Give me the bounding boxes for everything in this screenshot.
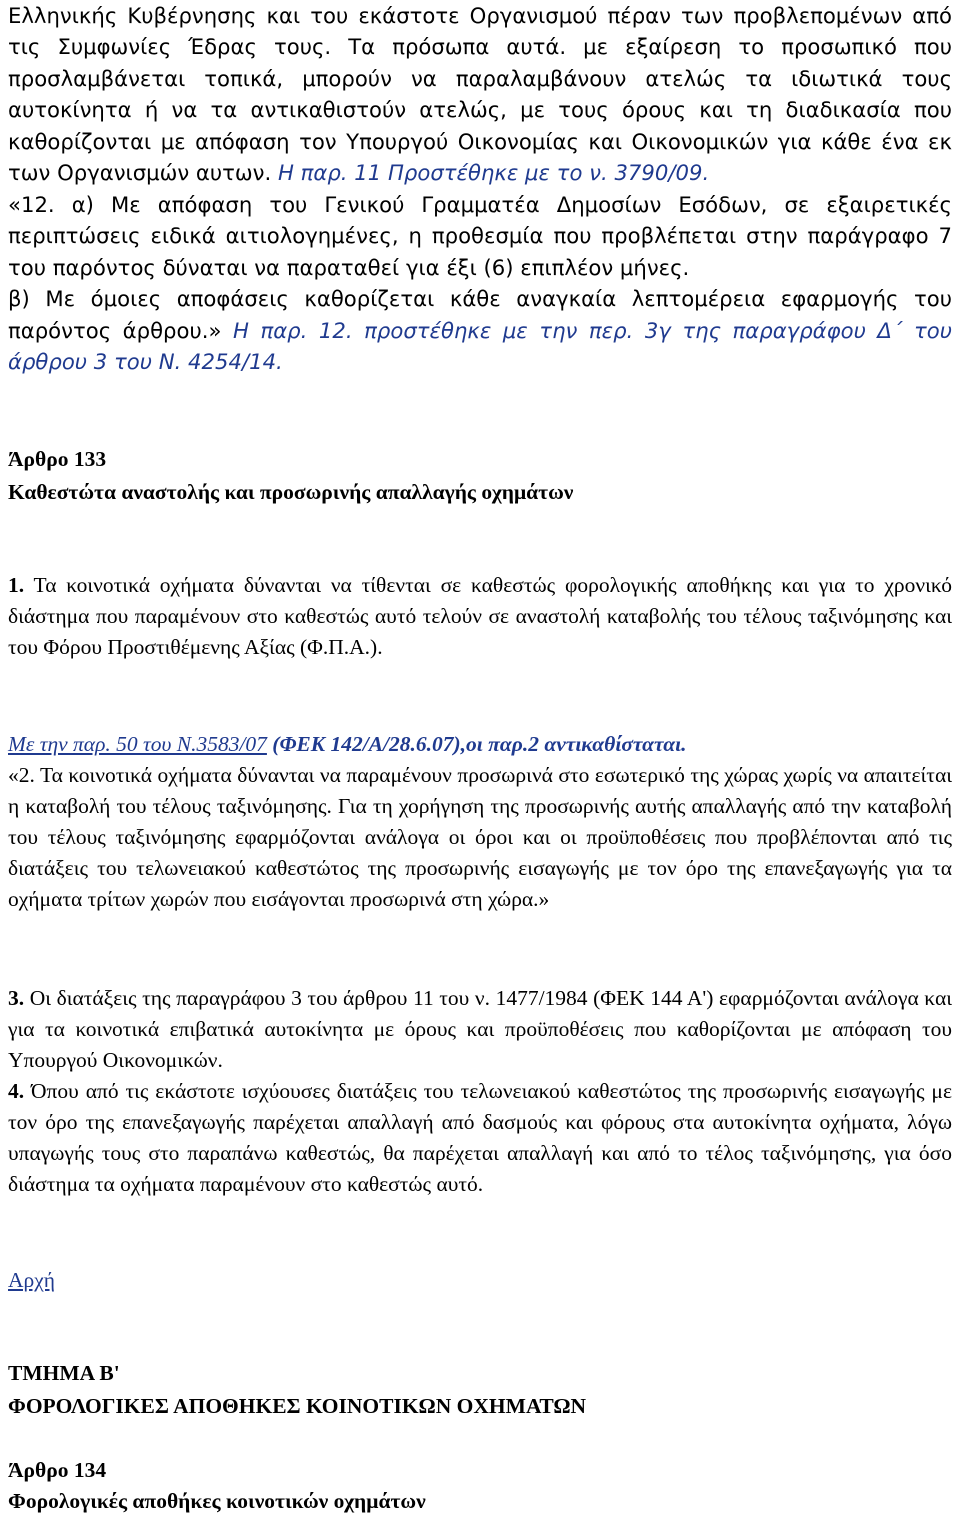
amendment-note-ref: Με την παρ. 50 του Ν.3583/07 (8, 732, 267, 756)
paragraph-12-a: «12. α) Με απόφαση του Γενικού Γραμματέα Δημοσίων Εσόδων, σε εξαιρετικές περιπτώσεις ειδικά αιτιολογημένες, η προθεσμία που προβλέπεται στην παράγραφο 7 του παρόντος δύναται να παραταθεί για έξι (6) επιπλέον μήνες. (8, 192, 952, 280)
article-133-paragraph-3 (8, 983, 952, 1076)
paragraph-11 (8, 0, 952, 188)
paragraph-11-note: Η παρ. 11 Προστέθηκε με το ν. 3790/09. (271, 160, 710, 186)
article-133-paragraph-2 (8, 760, 952, 915)
paragraph-1-text: Τα κοινοτικά οχήματα δύνανται να τίθενται σε καθεστώς φορολογικής αποθήκης και για το χρονικό διάστημα που παραμένουν στο καθεστώς αυτό τελούν σε αναστολή καταβολής του τέλους ταξινόμησης και του Φόρου Προστιθέμενης Αξίας (Φ.Π.Α.). (8, 573, 952, 660)
home-link-container (8, 1265, 952, 1296)
amendment-note (8, 729, 952, 760)
paragraph-12-note: Η παρ. 12. προστέθηκε με την περ. 3γ της παραγράφου Δ΄ του άρθρου 3 του Ν. 4254/14. (8, 317, 952, 375)
paragraph-1-number: 1. (8, 573, 25, 597)
home-link[interactable]: Αρχή (8, 1268, 56, 1292)
paragraph-12-b: β) Με όμοιες αποφάσεις καθορίζεται κάθε αναγκαία λεπτομέρεια εφαρμογής του παρόντος άρθρου.» (8, 286, 952, 343)
article-133-title: Καθεστώτα αναστολής και προσωρινής απαλλαγής οχημάτων (8, 480, 574, 504)
article-133-paragraph-4 (8, 1076, 952, 1200)
paragraph-11-text: Ελληνικής Κυβέρνησης και του εκάστοτε Οργανισμού πέραν των προβλεπομένων από τις Συμφωνίες Έδρας τους. Τα πρόσωπα αυτά. με εξαίρεση το προσωπικό που προσλαμβάνεται τοπικά, μπορούν να παραλαμβάνουν ατελώς τα ιδιωτικά τους αυτοκίνητα ή να τα αντικαθιστούν ατελώς, με τους όρους και τη διαδικασία που καθορίζονται με απόφαση τον Υπουργού Οικονομίας και Οικονομικών για κάθε ένα εκ των Οργανισμών αυτων. (8, 3, 952, 186)
article-133-paragraph-1 (8, 570, 952, 663)
paragraph-4-number: 4. (8, 1079, 25, 1103)
section-title: ΦΟΡΟΛΟΓΙΚΕΣ ΑΠΟΘΗΚΕΣ ΚΟΙΝΟΤΙΚΩΝ ΟΧΗΜΑΤΩΝ (8, 1394, 587, 1418)
article-134-title: Φορολογικές αποθήκες κοινοτικών οχημάτων (8, 1489, 426, 1513)
paragraph-2-text: «2. Τα κοινοτικά οχήματα δύνανται να παραμένουν προσωρινά στο εσωτερικό της χώρας χωρίς να απαιτείται η καταβολή του τέλους ταξινόμησης. Για τη χορήγηση της προσωρινής αυτής απαλλαγής από την καταβολή του τέλους ταξινόμησης εφαρμόζονται ανάλογα οι όροι και οι προϋποθέσεις που προβλέπονται από τις διατάξεις του τελωνειακού καθεστώτος της προσωρινής εισαγωγής με τον όρο της επανεξαγωγής για τα οχήματα τρίτων χωρών που εισάγονται προσωρινά στη χώρα.» (8, 763, 952, 912)
article-134-number: Άρθρο 134 (8, 1458, 107, 1482)
article-133-number: Άρθρο 133 (8, 447, 107, 471)
paragraph-3-number: 3. (8, 986, 25, 1010)
paragraph-12 (8, 189, 952, 377)
paragraph-3-text: Οι διατάξεις της παραγράφου 3 του άρθρου 11 του ν. 1477/1984 (ΦΕΚ 144 Α') εφαρμόζονται ανάλογα και για τα κοινοτικά επιβατικά αυτοκίνητα με όρους και προϋποθέσεις που καθορίζονται με απόφαση του Υπουργού Οικονομικών. (8, 986, 952, 1073)
paragraph-4-text: Όπου από τις εκάστοτε ισχύουσες διατάξεις του τελωνειακού καθεστώτος της προσωρινής εισαγωγής με τον όρο της επανεξαγωγής παρέχεται απαλλαγή από δασμούς και φόρους στα αυτοκίνητα οχήματα, λόγω υπαγωγής τους στο παραπάνω καθεστώς, θα παρέχεται απαλλαγή και από το τέλος ταξινόμησης, για όσο διάστημα τα οχήματα παραμένουν στο καθεστώς αυτό. (8, 1079, 952, 1197)
section-name: ΤΜΗΜΑ Β' (8, 1361, 120, 1385)
amendment-note-detail: (ΦΕΚ 142/Α/28.6.07),οι παρ.2 αντικαθίσταται. (266, 732, 687, 756)
